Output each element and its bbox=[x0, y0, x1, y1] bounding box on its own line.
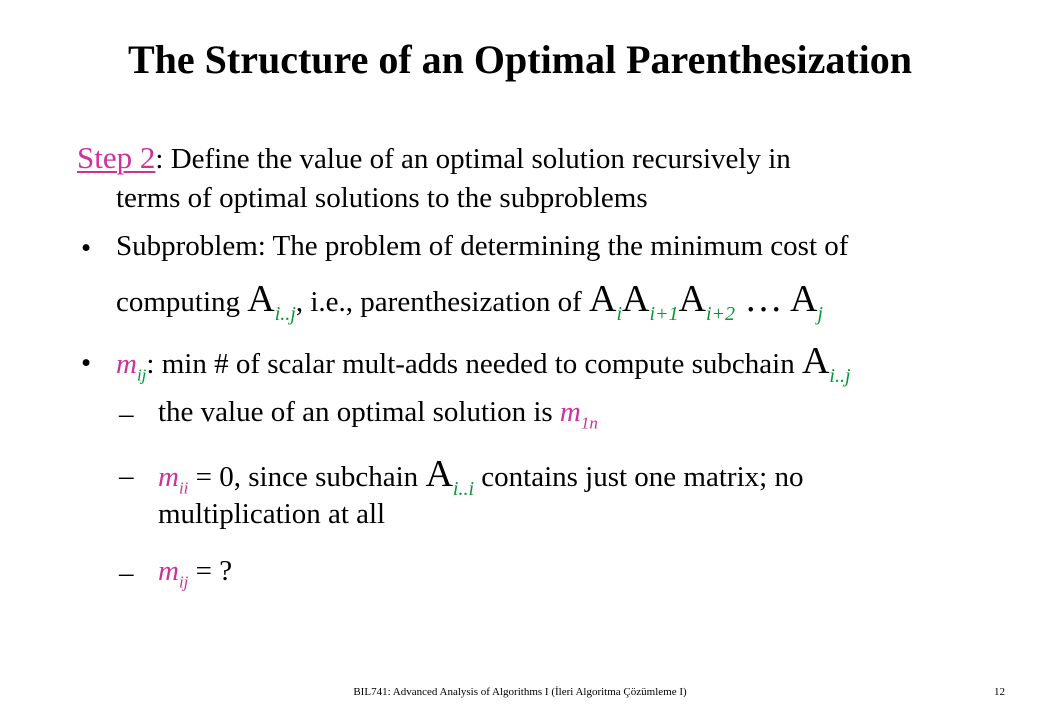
sub-bullet-1 bbox=[158, 398, 598, 432]
slide-title: The Structure of an Optimal Parenthesization bbox=[127, 37, 913, 82]
m-subscript: ii bbox=[178, 478, 189, 498]
bullet-marker: • bbox=[81, 347, 92, 379]
contains-text: contains just one matrix; no bbox=[474, 461, 804, 493]
matrix-A: A bbox=[589, 278, 617, 320]
footer-course: BIL741: Advanced Analysis of Algorithms I (İleri Algoritma Çözümleme I) bbox=[353, 686, 687, 698]
mij-text: : min # of scalar mult-adds needed to compute subchain bbox=[146, 348, 802, 380]
subproblem-line-1: Subproblem: The problem of determining the minimum cost of bbox=[116, 230, 849, 262]
m-symbol: m bbox=[158, 461, 179, 493]
parenthesization-text: , i.e., parenthesization of bbox=[295, 286, 589, 318]
matrix-A: A bbox=[622, 278, 650, 320]
computing-text: computing bbox=[116, 286, 248, 318]
step-label: Step 2 bbox=[77, 140, 156, 175]
subscript-i1: i+1 bbox=[649, 303, 679, 325]
step-text-1: Define the value of an optimal solution recursively in bbox=[163, 143, 791, 175]
dash-marker: – bbox=[119, 398, 134, 430]
dash-marker: – bbox=[119, 460, 134, 492]
m-symbol: m bbox=[559, 396, 581, 428]
m-symbol: m bbox=[158, 555, 179, 587]
page-number: 12 bbox=[994, 686, 1005, 698]
m-subscript: ij bbox=[178, 572, 189, 592]
zero-text: = 0, since subchain bbox=[188, 461, 426, 493]
m-symbol: m bbox=[116, 348, 137, 380]
optimal-value-text: the value of an optimal solution is bbox=[158, 396, 560, 428]
subscript-i: i bbox=[616, 303, 623, 325]
matrix-A: A bbox=[678, 278, 706, 320]
subscript-j: j bbox=[817, 303, 823, 325]
question-text: = ? bbox=[188, 555, 233, 587]
sub-bullet-2 bbox=[158, 455, 803, 499]
step-colon: : bbox=[155, 143, 164, 175]
dash-marker: – bbox=[119, 557, 134, 589]
ellipsis: … bbox=[735, 278, 790, 320]
mij-line bbox=[116, 342, 851, 386]
subscript-ij: i..j bbox=[274, 303, 296, 325]
matrix-A: A bbox=[801, 340, 830, 382]
subscript-ij: i..j bbox=[829, 365, 851, 387]
m-subscript: ij bbox=[136, 365, 147, 385]
matrix-A: A bbox=[247, 278, 275, 320]
sub-bullet-2-line-2: multiplication at all bbox=[158, 498, 386, 530]
matrix-A: A bbox=[425, 453, 453, 495]
bullet-marker: • bbox=[81, 232, 92, 264]
subscript-ii: i..i bbox=[452, 478, 475, 500]
subproblem-line-2 bbox=[116, 280, 823, 324]
step-line-2: terms of optimal solutions to the subproblems bbox=[116, 182, 648, 214]
matrix-A: A bbox=[789, 278, 818, 320]
m-subscript: 1n bbox=[580, 413, 598, 433]
subscript-i2: i+2 bbox=[705, 303, 736, 325]
sub-bullet-3 bbox=[158, 557, 232, 591]
step-line-1 bbox=[77, 142, 791, 174]
